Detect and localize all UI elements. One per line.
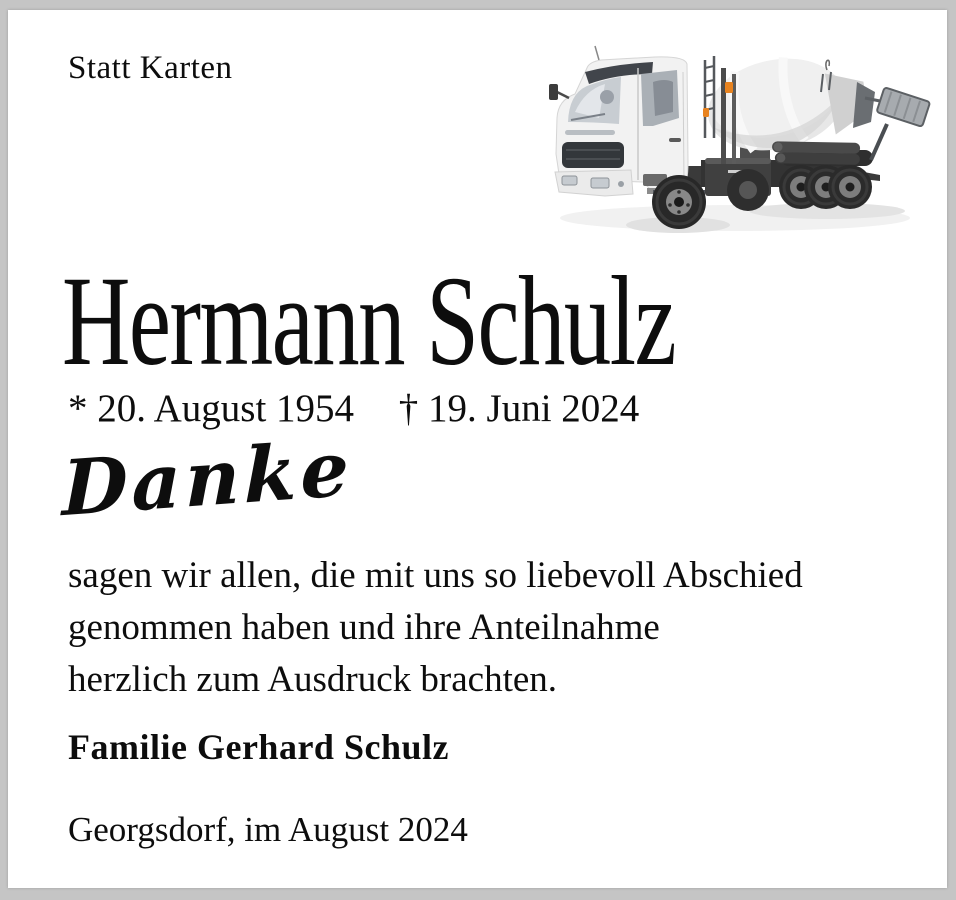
handwritten-danke: Danke [62,423,353,534]
deceased-name: Hermann Schulz [62,250,676,392]
life-dates [68,386,639,431]
discharge-pipes [772,141,860,165]
thank-you-text [68,550,803,706]
discharge-chute [865,87,930,160]
rear-wheels [779,165,872,209]
death-date: † 19. Juni 2024 [398,387,640,430]
birth-date: * 20. August 1954 [68,387,355,430]
front-wheel [652,175,706,229]
thank-you-line-1: sagen wir allen, die mit uns so liebevoll Abschied [68,555,803,596]
drive-wheel [727,169,769,211]
pre-line-statt-karten: Statt Karten [68,50,233,86]
cement-mixer-truck-svg [535,42,937,237]
place-and-date: Georgsdorf, im August 2024 [68,810,468,849]
thank-you-line-3: herzlich zum Ausdruck brachten. [68,659,558,700]
family-signature: Familie Gerhard Schulz [68,727,449,767]
cement-mixer-truck-image [535,42,937,237]
thank-you-line-2: genommen haben und ihre Anteilnahme [68,607,660,648]
